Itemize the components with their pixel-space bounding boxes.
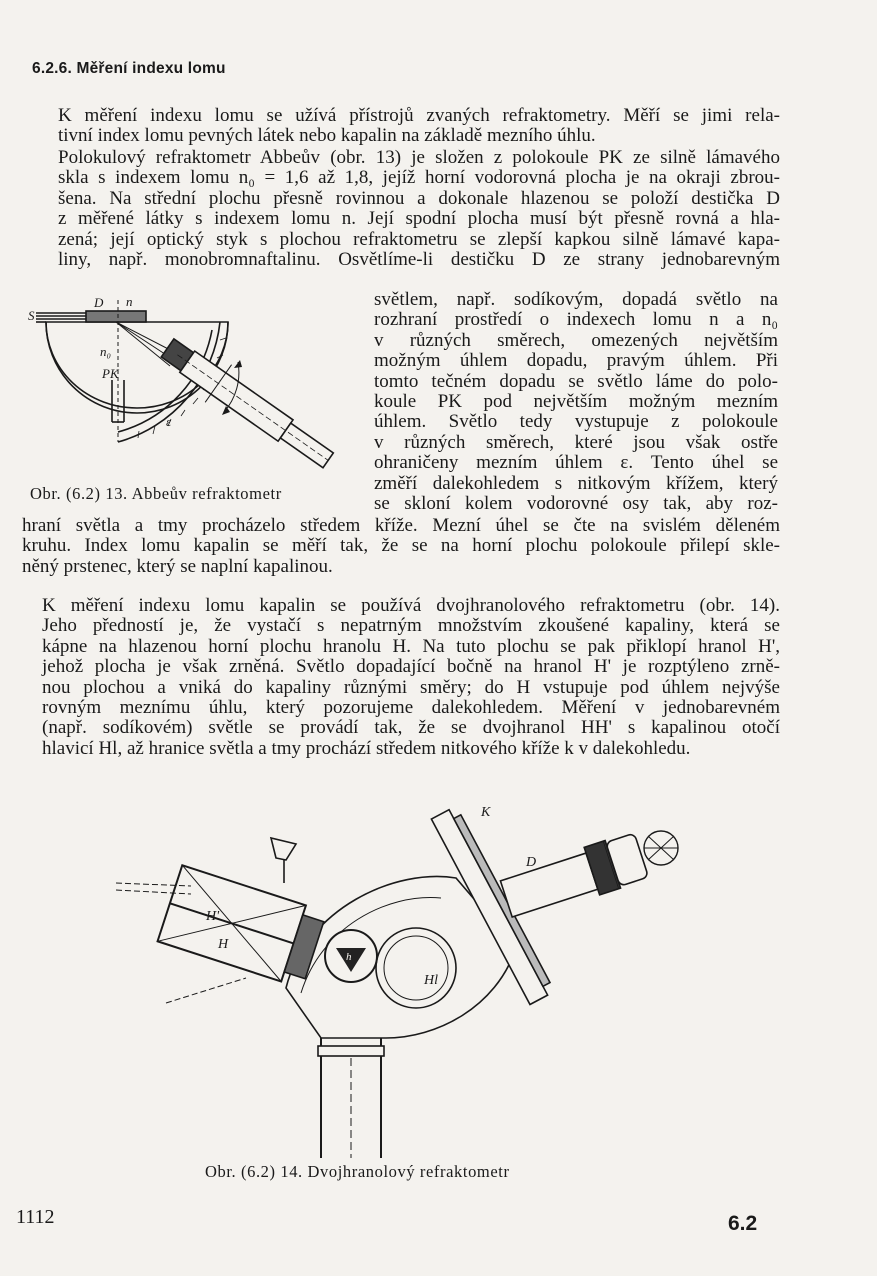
text-line: K měření indexu lomu kapalin se používá dvojhranolového refraktometru (obr. 14). [42,596,780,616]
label-k-disc: K [481,805,491,820]
text-line: skla s indexem lomu n₀ = 1,6 až 1,8, jejíž horní vodorovná plocha je na okraji zbrou- [58,168,780,189]
label-d: D [526,855,537,870]
label-s: S [28,308,35,323]
label-pk: PK [102,366,119,381]
text-line: hraní světla a tmy procházelo středem kříže. Mezní úhel se čte na svislém děleném [22,516,780,536]
paragraph-boundary [22,516,780,577]
label-epsilon: ε [166,414,172,429]
text-line: kápne na hlazenou horní plochu hranolu H. Na tuto plochu se pak přiklopí hranol H', [42,636,780,657]
text-line: liny, např. monobromnaftalinu. Osvětlíme-li destičku D ze strany jednobarevným [58,250,780,271]
text-line: K měření indexu lomu se užívá přístrojů zvaných refraktometry. Měří se jimi rela- [58,106,780,126]
text-line: tomto tečném dopadu se světlo láme do polo- [374,371,778,392]
label-d: D [94,295,104,310]
text-line: z měřené látky s indexem lomu n. Její spodní plocha musí být přesně rovná a hla- [58,209,780,230]
figure-abbe-refractometer [28,292,368,472]
figure-double-prism-refractometer [96,788,696,1158]
page-number: 1112 [16,1206,55,1228]
paragraph-double-prism [22,596,780,759]
label-h-small: h [346,951,352,963]
text-line: ohraničeny mezním úhlem ε. Tento úhel se [374,453,778,474]
text-line: možným úhlem dopadu, pravým úhlem. Při [374,351,778,372]
section-heading: 6.2.6. Měření indexu lomu [32,60,226,77]
text-line: Polokulový refraktometr Abbeův (obr. 13) je složen z polokoule PK ze silně lámavého [58,148,780,168]
label-hl: Hl [424,973,438,988]
label-h: H [218,937,229,952]
figure-caption-13: Obr. (6.2) 13. Abbeův refraktometr [30,484,282,503]
paragraph-abbe [22,148,780,288]
section-number: 6.2 [728,1212,758,1235]
figure-caption-14: Obr. (6.2) 14. Dvojhranolový refraktometr [205,1162,510,1181]
paragraph-intro [22,106,780,147]
text-line: světlem, např. sodíkovým, dopadá světlo na [374,290,778,310]
text-line: rozhraní prostředí o indexech lomu n a n₀ [374,310,778,331]
text-line: rovným meznímu úhlu, který pozorujeme dalekohledem. Měření v jednobarevném [42,698,780,719]
text-line: něný prstenec, který se naplní kapalinou. [22,556,333,577]
label-h-prime: H' [206,909,220,924]
text-line: zená; její optický styk s plochou refraktometru se zlepší kapkou silně lámavé kapa- [58,229,780,250]
text-line: v různých směrech, omezených největším [374,330,778,351]
text-line: hlavicí Hl, až hranice světla a tmy prochází středem nitkového kříže k v dalekohledu. [42,738,691,759]
text-line: Jeho předností je, že vystačí s nepatrným množstvím zkoušené kapaliny, která se [42,616,780,637]
text-line: jehož plocha je však zrněná. Světlo dopadající bočně na hranol H' je rozptýleno zrně- [42,657,780,678]
text-line: kruhu. Index lomu kapalin se měří tak, že se na horní plochu polokoule přilepí skle- [22,536,780,557]
text-line: nou plochou a vniká do kapaliny různými směry; do H vstupuje pod úhlem nejvýše [42,677,780,698]
text-line: změří dalekohledem s nitkovým křížem, který [374,473,778,494]
text-line: se skloní kolem vodorovné osy tak, aby roz- [374,494,778,515]
text-line: koule PK pod největším možným mezním [374,392,778,413]
label-n0: n₀ [100,344,112,359]
text-line: úhlem. Světlo tedy vystupuje z polokoule [374,412,778,433]
text-line: tivní index lomu pevných látek nebo kapalin na základě mezního úhlu. [58,126,596,147]
text-line: šena. Na střední plochu přesně rovinnou a dokonale hlazenou se položí destička D [58,188,780,209]
text-line: v různých směrech, které jsou však ostře [374,432,778,453]
text-line: (např. sodíkovém) světle se provádí tak, že se dvojhranol HH' s kapalinou otočí [42,718,780,739]
label-n: n [126,294,133,309]
paragraph-abbe-continued [374,290,778,514]
